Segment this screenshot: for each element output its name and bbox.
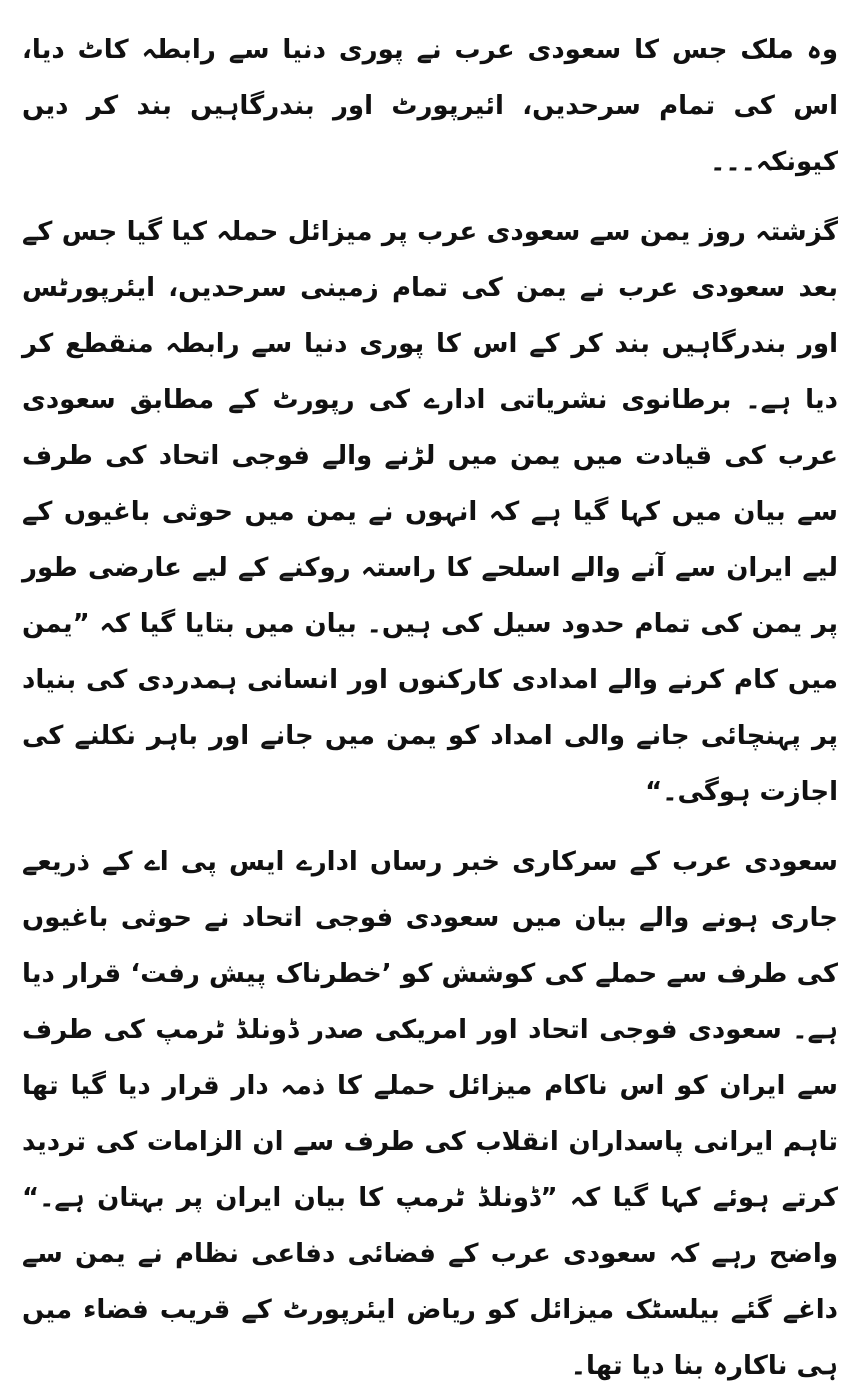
article-body-paragraph: گزشتہ روز یمن سے سعودی عرب پر میزائل حملہ کیا گیا جس کے بعد سعودی عرب نے یمن کی تمام زمینی سرحدیں، ایئرپورٹس اور بندرگاہیں بند کر کے اس کا پوری دنیا سے رابطہ منقطع کر دیا ہے۔ برطانوی نشریاتی ادارے کی رپورٹ کے مطابق سعودی عرب کی قیادت میں یمن میں لڑنے والے فوجی اتحاد کی طرف سے بیان میں کہا گیا ہے کہ انہوں نے یمن میں حوثی باغیوں کے لیے ایران سے آنے والے اسلحے کا راستہ روکنے کے لیے عارضی طور پر یمن کی تمام حدود سیل کی ہیں۔ بیان میں بتایا گیا کہ ”یمن میں کام کرنے والے امدادی کارکنوں اور انسانی ہمدردی کی بنیاد پر پہنچائی جانے والی امداد کو یمن میں جانے اور باہر نکلنے کی اجازت ہوگی۔“ (22, 217, 838, 807)
article-headline-paragraph: وہ ملک جس کا سعودی عرب نے پوری دنیا سے رابطہ کاٹ دیا، اس کی تمام سرحدیں، ائیرپورٹ اور بندرگاہیں بند کر دیں کیونکہ۔۔۔ (22, 35, 838, 177)
article-body-paragraph: سعودی عرب کے سرکاری خبر رساں ادارے ایس پی اے کے ذریعے جاری ہونے والے بیان میں سعودی فوجی اتحاد نے حوثی باغیوں کی طرف سے حملے کی کوشش کو ’خطرناک پیش رفت‘ قرار دیا ہے۔ سعودی فوجی اتحاد اور امریکی صدر ڈونلڈ ٹرمپ کی طرف سے ایران کو اس ناکام میزائل حملے کا ذمہ دار قرار دیا گیا تھا تاہم ایرانی پاسداران انقلاب کی طرف سے ان الزامات کی تردید کرتے ہوئے کہا گیا کہ ”ڈونلڈ ٹرمپ کا بیان ایران پر بہتان ہے۔“ واضح رہے کہ سعودی عرب کے فضائی دفاعی نظام نے یمن سے داغے گئے بیلسٹک میزائل کو ریاض ایئرپورٹ کے قریب فضاء میں ہی ناکارہ بنا دیا تھا۔ (22, 847, 838, 1381)
